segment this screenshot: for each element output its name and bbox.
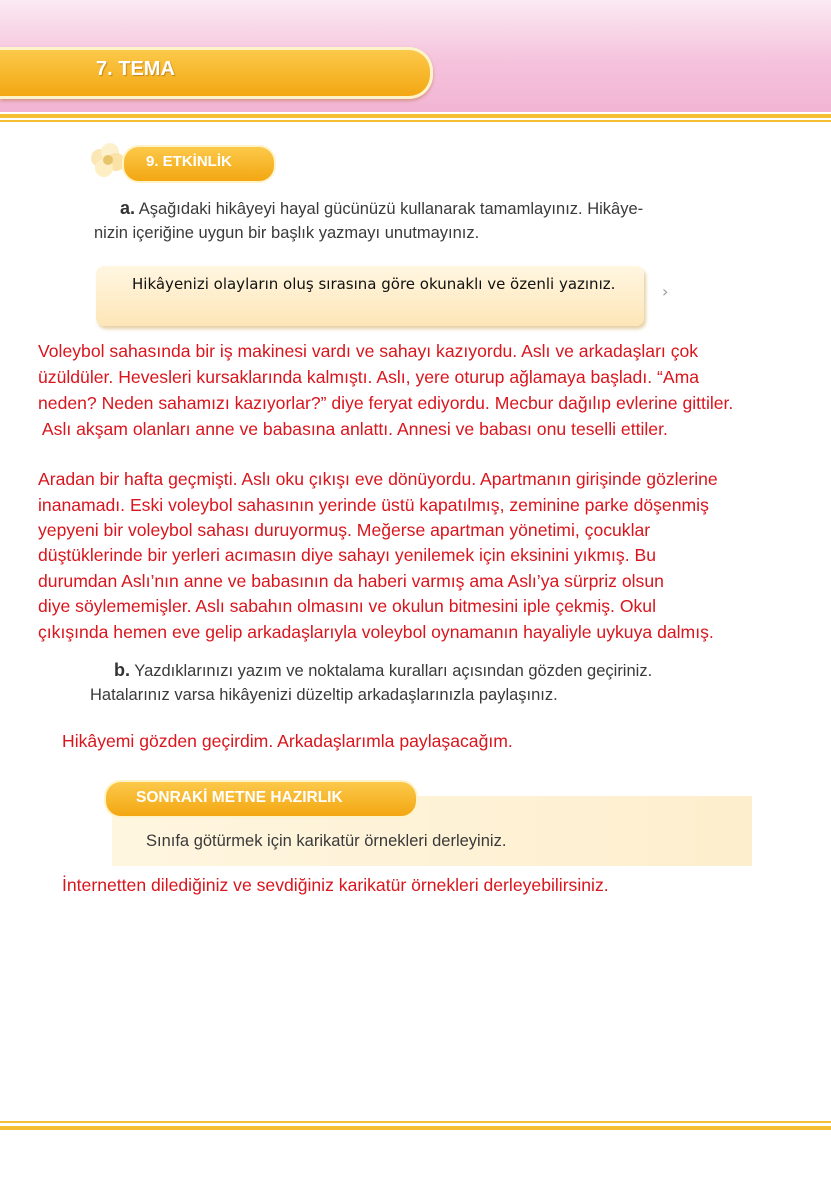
part-b-line1: Yazdıklarınızı yazım ve noktalama kuralları açısından gözden geçiriniz. [134,662,653,680]
part-b-answer: Hikâyemi gözden geçirdim. Arkadaşlarımla paylaşacağım. [62,731,513,751]
part-b-letter: b. [114,660,130,680]
story-line: düştüklerinde bir yerleri acımasın diye sahayı yenilemek için eksinini yıkmış. Bu [38,545,656,565]
story-line: Voleybol sahasında bir iş makinesi vardı ve sahayı kazıyordu. Aslı ve arkadaşları çok [38,341,699,361]
footer-divider-thin [0,1121,831,1123]
footer-divider [0,1126,831,1130]
header-divider-thin [0,120,831,122]
prep-answer: İnternetten dilediğiniz ve sevdiğiniz karikatür örnekleri derleyebilirsiniz. [62,875,609,895]
part-a-letter: a. [120,198,136,218]
note-text: Hikâyenizi olayların oluş sırasına göre okunaklı ve özenli yazınız. [132,275,616,293]
prep-instruction: Sınıfa götürmek için karikatür örnekleri derleyiniz. [146,832,507,850]
story-line: diye söylememişler. Aslı sabahın olmasını ve okulun bitmesini iple çekmiş. Okul [38,596,656,616]
part-a-line1: Aşağıdaki hikâyeyi hayal gücünüzü kullanarak tamamlayınız. Hikâye- [138,200,644,218]
part-a-instruction [120,196,760,222]
theme-label: 7. TEMA [96,58,175,80]
part-a-line2: nizin içeriğine uygun bir başlık yazmayı unutmayınız. [94,224,480,242]
story-line: inanamadı. Eski voleybol sahasının yerinde üstü kapatılmış, zeminine parke döşenmiş [38,495,709,515]
activity-label: 9. ETKİNLİK [146,153,232,170]
story-line: üzüldüler. Hevesleri kursaklarında kalmıştı. Aslı, yere oturup ağlamaya başladı. “Ama [38,367,700,387]
story-line: çıkışında hemen eve gelip arkadaşlarıyla voleybol oynamanın hayaliyle uykuya dalmış. [38,622,714,642]
prep-label: SONRAKİ METNE HAZIRLIK [136,789,343,806]
arrow-icon: › [662,282,669,301]
header-divider [0,114,831,118]
part-b-line2: Hatalarınız varsa hikâyenizi düzeltip arkadaşlarınızla paylaşınız. [90,686,558,704]
story-line: Aradan bir hafta geçmişti. Aslı oku çıkışı eve dönüyordu. Apartmanın girişinde gözlerine [38,469,718,489]
story-line: durumdan Aslı’nın anne ve babasının da haberi varmış ama Aslı’ya sürpriz olsun [38,571,664,591]
story-line: yepyeni bir voleybol sahası duruyormuş. Meğerse apartman yönetimi, çocuklar [38,520,651,540]
story-line: Aslı akşam olanları anne ve babasına anlattı. Annesi ve babası onu teselli ettiler. [38,419,668,439]
theme-tab [0,47,433,99]
story-line: neden? Neden sahamızı kazıyorlar?” diye feryat ediyordu. Mecbur dağılıp evlerine gittiler. [38,393,734,413]
part-b-instruction [114,658,764,684]
